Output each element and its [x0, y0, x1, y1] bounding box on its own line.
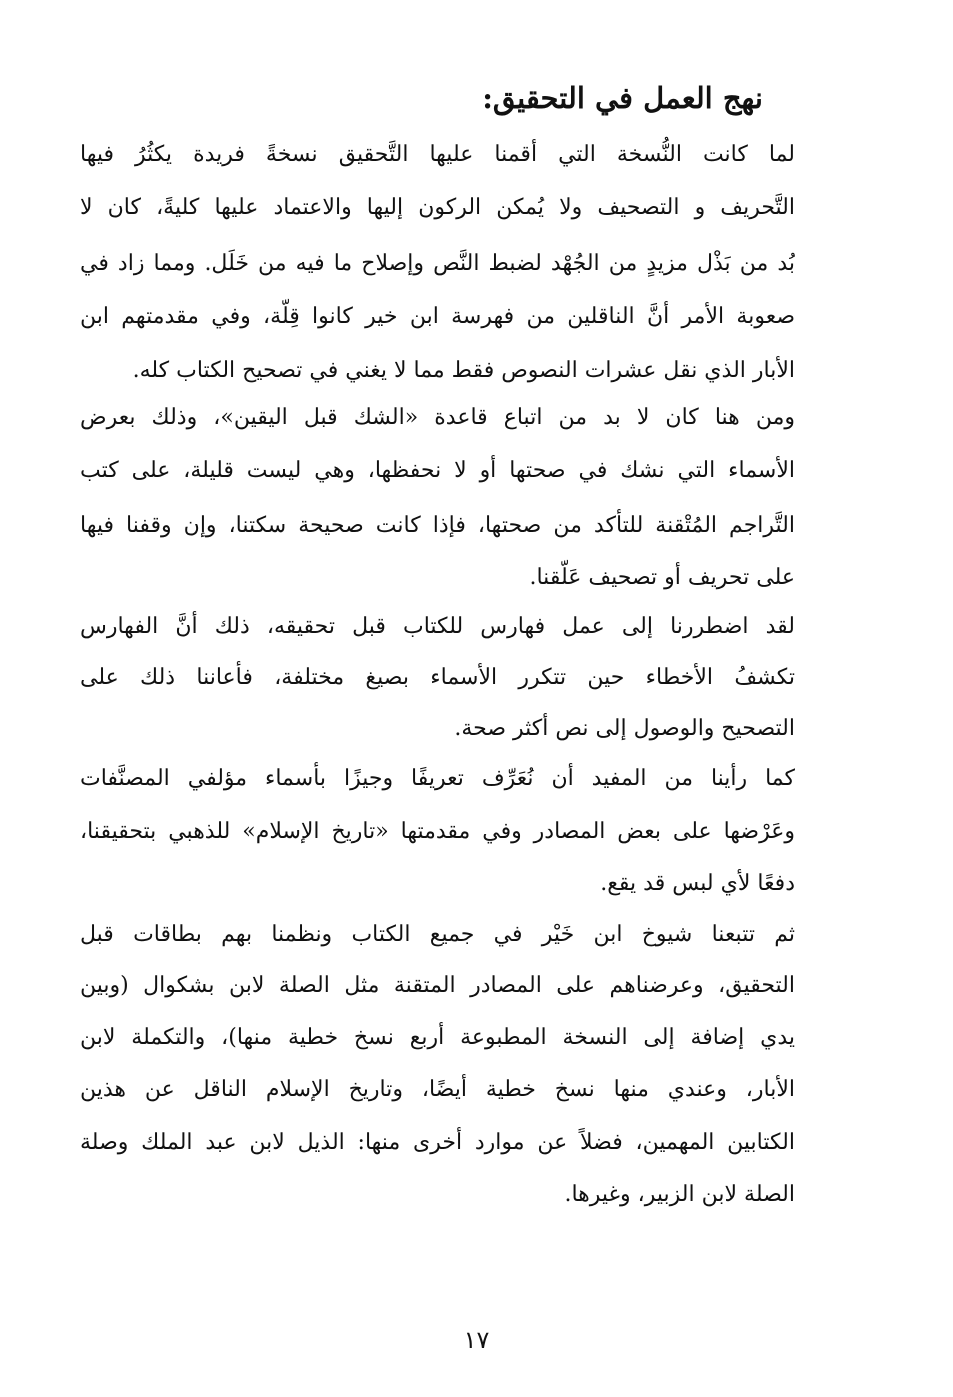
- text-line: كما رأينا من المفيد أن نُعَرِّف تعريفًا وجيزًا بأسماء مؤلفي المصنَّفات: [80, 766, 795, 791]
- section-heading: نهج العمل في التحقيق:: [482, 81, 763, 115]
- text-line: التَّحريف و التصحيف ولا يُمكن الركون إليها والاعتماد عليها كليةً، كان لا: [80, 195, 795, 220]
- text-line: صعوبة الأمر أنَّ الناقلين من فهرسة ابن خير كانوا قِلّة، وفي مقدمتهم ابن: [80, 304, 795, 329]
- text-line: على تحريف أو تصحيف عَلّقنا.: [529, 565, 795, 590]
- text-line: لقد اضطررنا إلى عمل فهارس للكتاب قبل تحقيقه، ذلك أنَّ الفهارس: [80, 614, 795, 639]
- text-line: الأبار الذي نقل عشرات النصوص فقط مما لا يغني في تصحيح الكتاب كله.: [132, 358, 795, 383]
- text-line: الأبار، وعندي منها نسخ خطية أيضًا، وتاريخ الإسلام الناقل عن هذين: [80, 1077, 795, 1102]
- text-line: بُد من بَذْل مزيدٍ من الجُهْد لضبط النَّص وإصلاح ما فيه من خَلَل. ومما زاد في: [80, 251, 795, 276]
- text-line: تكشفُ الأخطاء حين تتكرر الأسماء بصيغ مختلفة، فأعاننا ذلك على: [80, 665, 795, 690]
- text-line: دفعًا لأي لبس قد يقع.: [600, 871, 795, 896]
- text-line: وعَرْضها على بعض المصادر وفي مقدمتها «تاريخ الإسلام» للذهبي بتحقيقنا،: [80, 819, 795, 844]
- text-line: الكتابين المهمين، فضلاً عن موارد أخرى منها: الذيل لابن عبد الملك وصلة: [80, 1130, 795, 1155]
- text-line: ثم تتبعنا شيوخ ابن خَيْر في جميع الكتاب ونظمنا بهم بطاقات قبل: [80, 922, 795, 947]
- text-line: الأسماء التي نشك في صحتها أو لا نحفظها، وهي ليست قليلة، على كتب: [80, 458, 795, 483]
- text-line: يدي إضافة إلى النسخة المطبوعة أربع نسخ خطية منها)، والتكملة لابن: [80, 1025, 795, 1050]
- text-line: لما كانت النُّسخة التي أقمنا عليها التَّحقيق نسخةً فريدة يكثُرُ فيها: [80, 142, 795, 167]
- text-line: التحقيق، وعرضناهم على المصادر المتقنة مثل الصلة لابن بشكوال (وبين: [80, 973, 795, 998]
- text-line: ومن هنا كان لا بد من اتباع قاعدة «الشك قبل اليقين»، وذلك بعرض: [80, 405, 795, 430]
- text-line: الصلة لابن الزبير، وغيرها.: [564, 1182, 795, 1207]
- text-line: التَّراجم المُتْقنة للتأكد من صحتها، فإذا كانت صحيحة سكتنا، وإن وقفنا فيها: [80, 513, 795, 538]
- page-number: ١٧: [463, 1326, 490, 1354]
- text-line: التصحيح والوصول إلى نص أكثر صحة.: [454, 716, 795, 741]
